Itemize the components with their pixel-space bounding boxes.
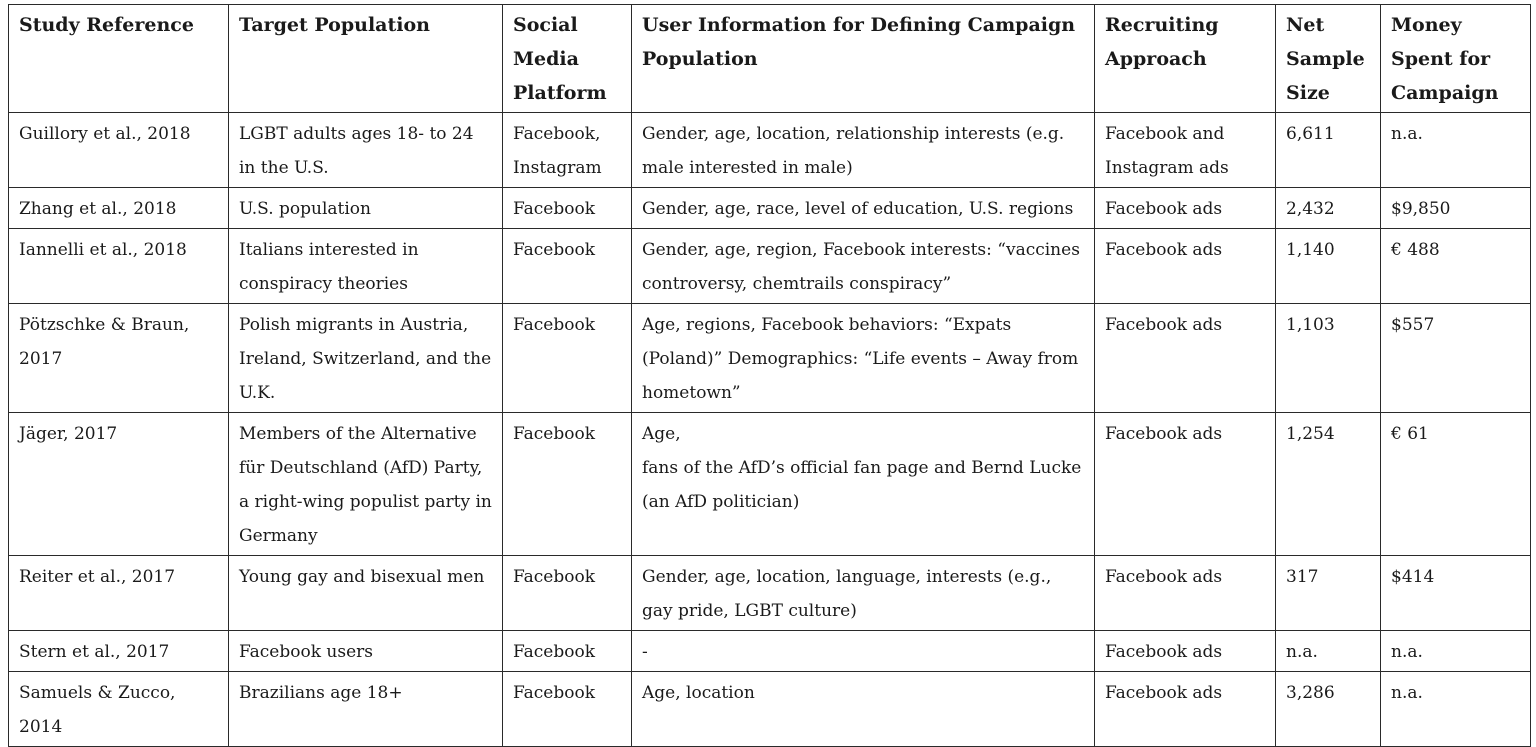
table-row [9,413,1531,556]
cell-user-information: Gender, age, location, relationship interests (e.g. male interested in male) [632,113,1095,188]
cell-target-population: Brazilians age 18+ [229,672,503,747]
table-row [9,113,1531,188]
cell-study-reference: Reiter et al., 2017 [9,556,229,631]
header-net-sample-size: Net Sample Size [1276,5,1381,113]
header-row [9,5,1531,113]
header-social-media-platform: Social Media Platform [503,5,632,113]
cell-study-reference: Zhang et al., 2018 [9,188,229,229]
cell-platform: Facebook [503,304,632,413]
cell-net-sample-size: n.a. [1276,631,1381,672]
cell-money-spent: € 488 [1381,229,1531,304]
cell-recruiting-approach: Facebook ads [1095,556,1276,631]
cell-money-spent: n.a. [1381,672,1531,747]
cell-net-sample-size: 317 [1276,556,1381,631]
cell-recruiting-approach: Facebook ads [1095,672,1276,747]
cell-money-spent: n.a. [1381,113,1531,188]
table-row [9,631,1531,672]
cell-user-information: Age, location [632,672,1095,747]
cell-user-information: Age, regions, Facebook behaviors: “Expats (Poland)” Demographics: “Life events – Away from hometown” [632,304,1095,413]
table-row [9,229,1531,304]
table-row [9,188,1531,229]
cell-platform: Facebook [503,556,632,631]
cell-net-sample-size: 2,432 [1276,188,1381,229]
cell-money-spent: € 61 [1381,413,1531,556]
cell-net-sample-size: 3,286 [1276,672,1381,747]
cell-target-population: Polish migrants in Austria, Ireland, Switzerland, and the U.K. [229,304,503,413]
cell-money-spent: $414 [1381,556,1531,631]
cell-net-sample-size: 1,103 [1276,304,1381,413]
cell-recruiting-approach: Facebook ads [1095,413,1276,556]
cell-target-population: Young gay and bisexual men [229,556,503,631]
cell-net-sample-size: 1,140 [1276,229,1381,304]
cell-net-sample-size: 6,611 [1276,113,1381,188]
cell-study-reference: Jäger, 2017 [9,413,229,556]
cell-study-reference: Stern et al., 2017 [9,631,229,672]
cell-platform: Facebook [503,229,632,304]
header-user-information: User Information for Defining Campaign Population [632,5,1095,113]
header-target-population: Target Population [229,5,503,113]
cell-user-information: Gender, age, region, Facebook interests: “vaccines controversy, chemtrails conspiracy” [632,229,1095,304]
cell-study-reference: Guillory et al., 2018 [9,113,229,188]
cell-target-population: LGBT adults ages 18- to 24 in the U.S. [229,113,503,188]
cell-platform: Facebook [503,413,632,556]
cell-target-population: U.S. population [229,188,503,229]
studies-table [8,4,1531,747]
cell-target-population: Facebook users [229,631,503,672]
cell-study-reference: Pötzschke & Braun, 2017 [9,304,229,413]
cell-study-reference: Iannelli et al., 2018 [9,229,229,304]
cell-recruiting-approach: Facebook ads [1095,304,1276,413]
cell-money-spent: $9,850 [1381,188,1531,229]
studies-table-container [8,4,1531,747]
cell-money-spent: $557 [1381,304,1531,413]
cell-platform: Facebook, Instagram [503,113,632,188]
table-row [9,304,1531,413]
cell-net-sample-size: 1,254 [1276,413,1381,556]
cell-user-information: Gender, age, race, level of education, U.S. regions [632,188,1095,229]
cell-recruiting-approach: Facebook ads [1095,188,1276,229]
table-row [9,556,1531,631]
cell-recruiting-approach: Facebook ads [1095,229,1276,304]
cell-user-information: - [632,631,1095,672]
cell-platform: Facebook [503,672,632,747]
cell-money-spent: n.a. [1381,631,1531,672]
cell-study-reference: Samuels & Zucco, 2014 [9,672,229,747]
cell-recruiting-approach: Facebook ads [1095,631,1276,672]
header-money-spent: Money Spent for Campaign [1381,5,1531,113]
table-row [9,672,1531,747]
cell-recruiting-approach: Facebook and Instagram ads [1095,113,1276,188]
cell-user-information: Gender, age, location, language, interests (e.g., gay pride, LGBT culture) [632,556,1095,631]
cell-target-population: Members of the Alternative für Deutschland (AfD) Party, a right-wing populist party in Germany [229,413,503,556]
cell-user-information: Age, fans of the AfD’s official fan page and Bernd Lucke (an AfD politician) [632,413,1095,556]
header-study-reference: Study Reference [9,5,229,113]
cell-target-population: Italians interested in conspiracy theories [229,229,503,304]
header-recruiting-approach: Recruiting Approach [1095,5,1276,113]
cell-platform: Facebook [503,188,632,229]
cell-platform: Facebook [503,631,632,672]
